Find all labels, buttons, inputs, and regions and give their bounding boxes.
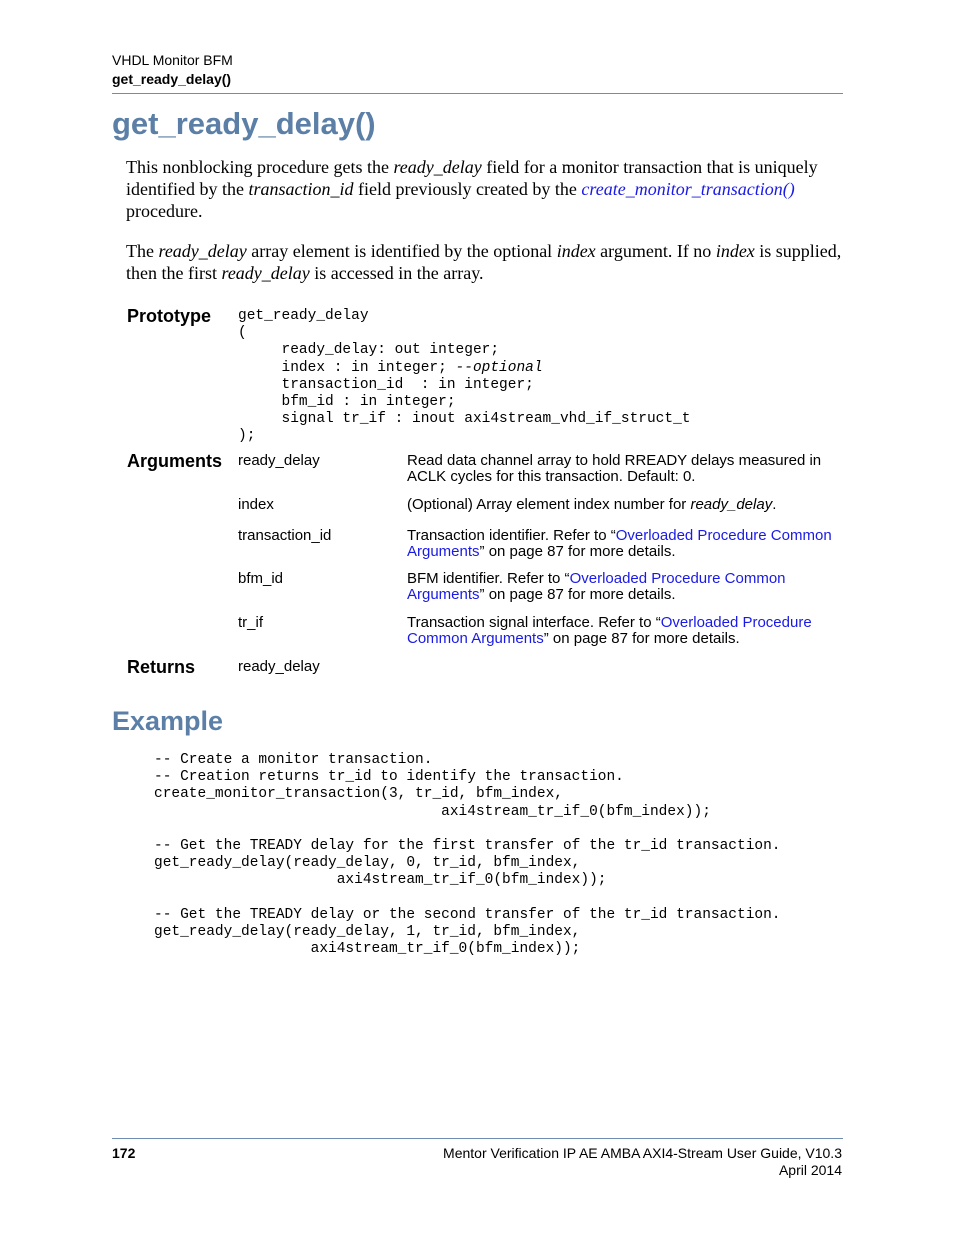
- overloaded-procedure-link[interactable]: Overloaded Procedure Common Arguments: [407, 570, 786, 603]
- create-monitor-transaction-link[interactable]: create_monitor_transaction(): [581, 179, 795, 199]
- page-title: get_ready_delay(): [112, 106, 376, 141]
- prototype-label: Prototype: [127, 306, 212, 326]
- text-run: argument. If no: [595, 241, 716, 261]
- argument-name-bfm-id: bfm_id: [238, 570, 284, 587]
- argument-name-index: index: [238, 496, 274, 513]
- example-heading: Example: [112, 706, 224, 736]
- footer-rule: [112, 1138, 843, 1139]
- argument-desc-transaction-id: [407, 528, 843, 560]
- text-run: ” on page 87 for more details.: [543, 630, 740, 647]
- italic-term: ready_delay: [158, 241, 247, 261]
- code-line: (: [238, 325, 247, 342]
- returns-value: ready_delay: [238, 658, 320, 675]
- argument-desc-bfm-id: [407, 571, 843, 603]
- intro-paragraph-2: [126, 240, 842, 284]
- footer-date: April 2014: [778, 1162, 842, 1178]
- text-run: field for a monitor transaction that is uniquely identified by the: [126, 157, 818, 199]
- text-run: The: [126, 241, 159, 261]
- text-run: field previously created by the: [353, 179, 582, 199]
- code-line: ready_delay: out integer;: [238, 342, 500, 359]
- code-line: );: [238, 428, 256, 445]
- text-run: (Optional) Array element index number for: [407, 496, 691, 513]
- italic-term: ready_delay: [690, 496, 773, 513]
- text-run: .: [772, 496, 777, 513]
- italic-term: ready_delay: [393, 157, 482, 177]
- code-line: index : in integer;: [238, 359, 456, 376]
- code-line: bfm_id : in integer;: [238, 394, 456, 411]
- text-run: BFM identifier. Refer to “: [407, 570, 570, 587]
- running-header-subsection: get_ready_delay(): [112, 71, 232, 87]
- argument-desc-ready-delay: Read data channel array to hold RREADY delays measured in ACLK cycles for this transaction. Default: 0.: [407, 452, 822, 485]
- intro-paragraph-1: [126, 156, 842, 222]
- running-header-section: VHDL Monitor BFM: [112, 52, 233, 68]
- italic-term: ready_delay: [221, 263, 310, 283]
- text-run: Transaction signal interface. Refer to “: [407, 614, 661, 631]
- text-run: procedure.: [126, 201, 203, 221]
- text-run: ” on page 87 for more details.: [479, 543, 676, 560]
- argument-name-transaction-id: transaction_id: [238, 527, 332, 544]
- code-line: get_ready_delay: [238, 308, 369, 324]
- italic-term: index: [715, 241, 755, 261]
- argument-desc-tr-if: [407, 615, 843, 647]
- returns-label: Returns: [127, 657, 196, 677]
- italic-term: transaction_id: [248, 179, 354, 199]
- header-rule: [112, 93, 843, 94]
- text-run: is supplied, then the first: [126, 241, 842, 283]
- italic-term: index: [556, 241, 596, 261]
- argument-desc-index: [407, 497, 843, 513]
- code-line: signal tr_if : inout axi4stream_vhd_if_struct_t: [238, 411, 691, 428]
- text-run: Transaction identifier. Refer to “: [407, 527, 616, 544]
- overloaded-procedure-link[interactable]: Overloaded Procedure Common Arguments: [407, 527, 832, 560]
- overloaded-procedure-link[interactable]: Overloaded Procedure Common Arguments: [407, 614, 812, 647]
- text-run: This nonblocking procedure gets the: [126, 157, 394, 177]
- page-number: 172: [112, 1145, 136, 1161]
- arguments-label: Arguments: [127, 451, 223, 471]
- text-run: is accessed in the array.: [309, 263, 484, 283]
- text-run: array element is identified by the optional: [246, 241, 557, 261]
- argument-name-tr-if: tr_if: [238, 614, 264, 631]
- code-comment: --optional: [455, 359, 543, 376]
- footer-book-title: Mentor Verification IP AE AMBA AXI4-Stream User Guide, V10.3: [443, 1145, 842, 1161]
- code-line: transaction_id : in integer;: [238, 376, 534, 393]
- argument-name-ready-delay: ready_delay: [238, 452, 320, 469]
- text-run: ” on page 87 for more details.: [479, 586, 676, 603]
- prototype-code: [238, 308, 690, 446]
- example-code: -- Create a monitor transaction. -- Creation returns tr_id to identify the transaction. create_monitor_transaction(3, tr_id, bfm_index, axi4stream_tr_if_0(bfm_index)); -- Get the TREADY delay for the first transfer of the tr_id transaction. get_ready_delay(ready_delay, 0, tr_id, bfm_index, axi4stream_tr_if_0(bfm_index)); -- Get the TREADY delay or the second transfer of the tr_id transaction. get_ready_delay(ready_delay, 1, tr_id, bfm_index, axi4stream_tr_if_0(bfm_index));: [154, 752, 781, 958]
